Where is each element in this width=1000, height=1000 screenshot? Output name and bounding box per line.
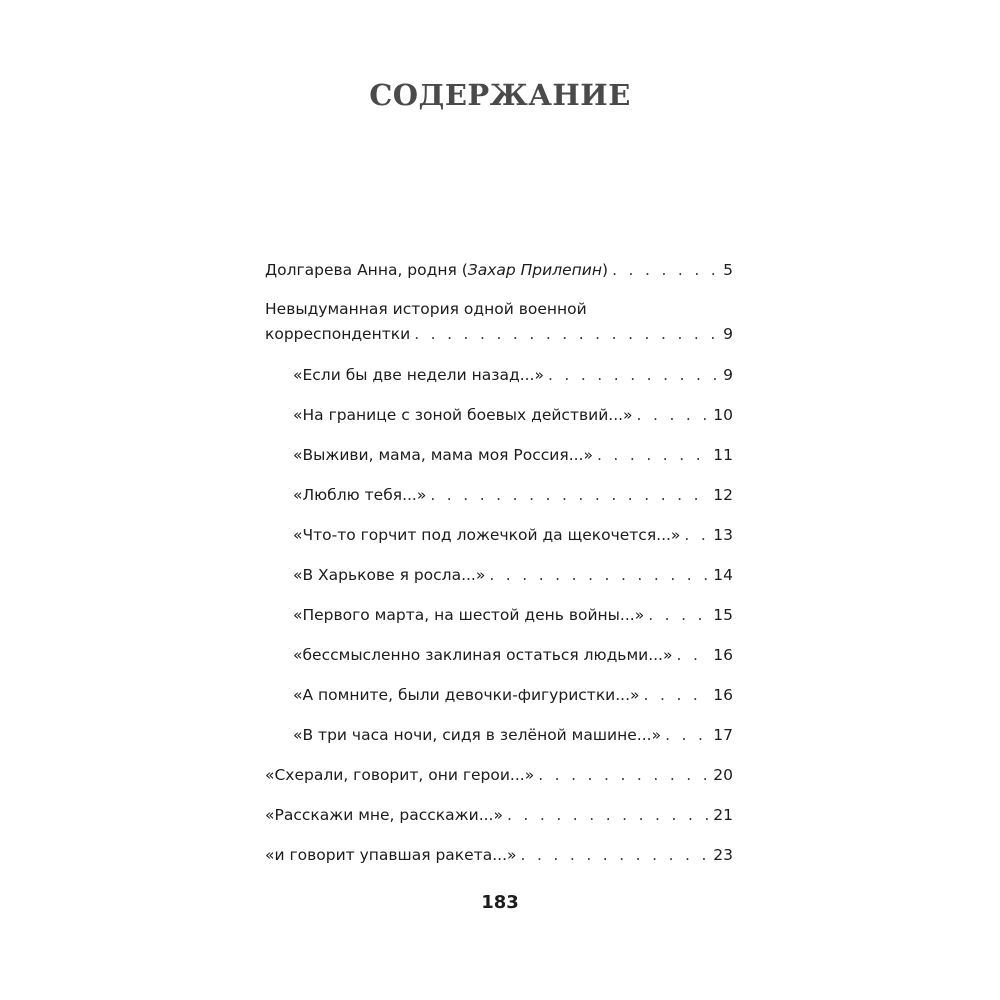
toc-entry[interactable] [265, 803, 733, 828]
dot-leader [684, 523, 709, 548]
dot-leader [612, 258, 719, 283]
toc-entry-title: «А помните, были девочки-фигуристки...» [293, 686, 640, 704]
toc-entry[interactable] [265, 363, 733, 388]
toc-entry-title: «Выживи, мама, мама моя Россия...» [293, 446, 593, 464]
toc-entry[interactable] [265, 603, 733, 628]
dot-leader [430, 483, 709, 508]
toc-entry-title: корреспондентки [265, 325, 411, 343]
toc-entry-title: «Люблю тебя...» [293, 486, 427, 504]
toc-entry[interactable] [265, 523, 733, 548]
toc-entry-title: Долгарева Анна, родня (Захар Прилепин) [265, 261, 609, 279]
toc-entry-page: 20 [713, 766, 733, 784]
table-of-contents [265, 258, 733, 864]
toc-entry[interactable] [265, 843, 733, 868]
dot-leader [507, 803, 709, 828]
toc-entry[interactable] [265, 443, 733, 468]
toc-entry-title: «Схерали, говорит, они герои...» [265, 766, 535, 784]
toc-entry[interactable] [265, 763, 733, 788]
dot-leader [637, 403, 710, 428]
dot-leader [676, 643, 709, 668]
toc-entry-title: «Первого марта, на шестой день войны...» [293, 606, 645, 624]
toc-entry-title: «Если бы две недели назад...» [293, 366, 544, 384]
toc-entry-title-line: Невыдуманная история одной военной [265, 300, 587, 318]
toc-entry-title: «бессмысленно заклиная остаться людьми...» [293, 646, 673, 664]
dot-leader [648, 603, 709, 628]
dot-leader [665, 723, 709, 748]
dot-leader [548, 363, 719, 388]
toc-entry-page: 15 [713, 606, 733, 624]
page-number: 183 [481, 892, 519, 913]
toc-entry-title: «и говорит упавшая ракета...» [265, 846, 517, 864]
toc-entry[interactable] [265, 563, 733, 588]
toc-entry-page: 9 [723, 366, 733, 384]
toc-entry-author: Захар Прилепин [467, 261, 603, 279]
toc-entry-page: 10 [713, 406, 733, 424]
toc-entry-page: 16 [713, 686, 733, 704]
toc-entry-page: 14 [713, 566, 733, 584]
toc-entry-title: «В три часа ночи, сидя в зелёной машине...» [293, 726, 662, 744]
dot-leader [414, 322, 719, 347]
toc-entry-page: 11 [713, 446, 733, 464]
toc-entry[interactable] [265, 258, 733, 283]
toc-entry-page: 16 [713, 646, 733, 664]
dot-leader [521, 843, 710, 868]
toc-entry[interactable] [265, 683, 733, 708]
page-title: СОДЕРЖАНИЕ [369, 78, 631, 112]
toc-entry-page: 21 [713, 806, 733, 824]
toc-entry-page: 23 [713, 846, 733, 864]
toc-entry[interactable] [265, 297, 733, 347]
toc-entry-title: «На границе с зоной боевых действий...» [293, 406, 633, 424]
toc-entry-page: 17 [713, 726, 733, 744]
toc-entry[interactable] [265, 643, 733, 668]
toc-entry-page: 5 [723, 261, 733, 279]
dot-leader [538, 763, 709, 788]
toc-entry[interactable] [265, 723, 733, 748]
toc-entry[interactable] [265, 483, 733, 508]
dot-leader [489, 563, 709, 588]
toc-entry-page: 12 [713, 486, 733, 504]
dot-leader [644, 683, 710, 708]
toc-entry-page: 13 [713, 526, 733, 544]
toc-entry-title: «В Харькове я росла...» [293, 566, 486, 584]
toc-entry-page: 9 [723, 325, 733, 343]
toc-entry[interactable] [265, 403, 733, 428]
toc-entry-title: «Что-то горчит под ложечкой да щекочется...» [293, 526, 681, 544]
toc-entry-title: «Расскажи мне, расскажи...» [265, 806, 503, 824]
dot-leader [597, 443, 709, 468]
